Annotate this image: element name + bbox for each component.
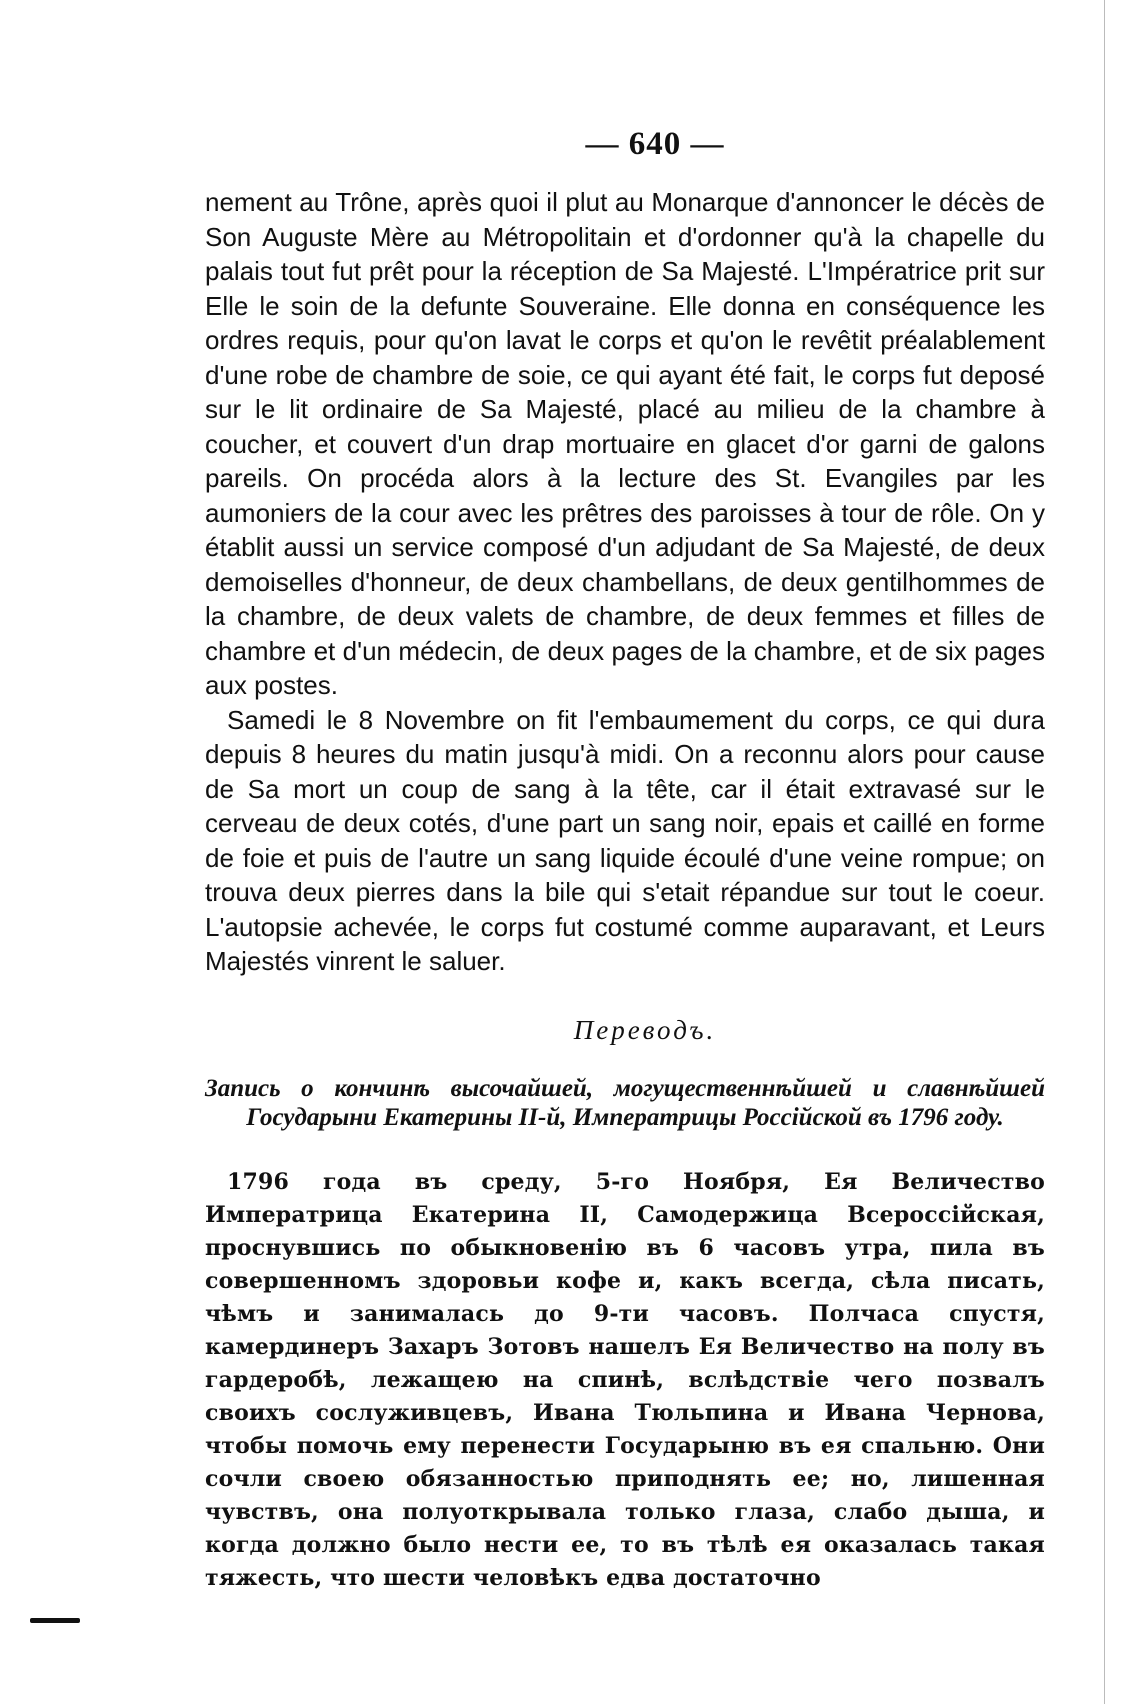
french-text (205, 185, 1045, 979)
translation-heading: Переводъ. (573, 1014, 717, 1045)
page-number: — 640 — (585, 126, 725, 162)
russian-title: Запись о кончинѣ высочайшей, могущественнѣйшей и славнѣйшей Государыни Екатерины II-й, Императрицы Россійской въ 1796 году. (205, 1074, 1045, 1131)
russian-text: 1796 года въ среду, 5-го Ноября, Ея Величество Императрица Екатерина II, Самодержица Всероссійская, проснувшись по обыкновенію въ 6 часовъ утра, пила въ совершенномъ здоровьи кофе и, какъ всегда, сѣла писать, чѣмъ и занималась до 9-ти часовъ. Полчаса спустя, камердинеръ Захаръ Зотовъ нашелъ Ея Величество на полу въ гардеробѣ, лежащею на спинѣ, вслѣдствіе чего позвалъ своихъ сослуживцевъ, Ивана Тюльпина и Ивана Чернова, чтобы помочь ему перенести Государыню въ ея спальню. Они сочли своею обязанностью приподнять ее; но, лишенная чувствъ, она полуоткрывала только глаза, слабо дыша, и когда должно было нести ее, то въ тѣлѣ ея оказалась такая тяжесть, что шести человѣкъ едва достаточно (205, 1168, 1045, 1591)
book-page (205, 126, 1045, 1595)
margin-dash-mark (30, 1618, 80, 1623)
page-edge-line (1104, 0, 1105, 1704)
french-paragraph-1: nement au Trône, après quoi il plut au Monarque d'annoncer le décès de Son Auguste Mère au Métropolitain et d'ordonner qu'à la chapelle du palais tout fut prêt pour la réception de Sa Majesté. L'Impératrice prit sur Elle le soin de la defunte Souveraine. Elle donna en conséquence les ordres requis, pour qu'on lavat le corps et qu'on le revêtit préalablement d'une robe de chambre de soie, ce qui ayant été fait, le corps fut deposé sur le lit ordinaire de Sa Majesté, placé au milieu de la chambre à coucher, et couvert d'un drap mortuaire en glacet d'or garni de galons pareils. On procéda alors à la lecture des St. Evangiles par les aumoniers de la cour avec les prêtres des paroisses à tour de rôle. On y établit aussi un service composé d'un adjudant de Sa Majesté, de deux demoiselles d'honneur, de deux chambellans, de deux gentilhommes de la chambre, de deux valets de chambre, de deux femmes et filles de chambre et d'un médecin, de deux pages de la chambre, et de six pages aux postes. (205, 187, 1045, 700)
french-paragraph-2: Samedi le 8 Novembre on fit l'embaumement du corps, ce qui dura depuis 8 heures du matin jusqu'à midi. On a reconnu alors pour cause de Sa mort un coup de sang à la tête, car il était extravasé sur le cerveau de deux cotés, d'une part un sang noir, epais et caillé en forme de foie et puis de l'autre un sang liquide écoulé d'une veine rompue; on trouva deux pierres dans la bile qui s'etait répandue sur tout le coeur. L'autopsie achevée, le corps fut costumé comme auparavant, et Leurs Majestés vinrent le saluer. (205, 704, 1045, 976)
